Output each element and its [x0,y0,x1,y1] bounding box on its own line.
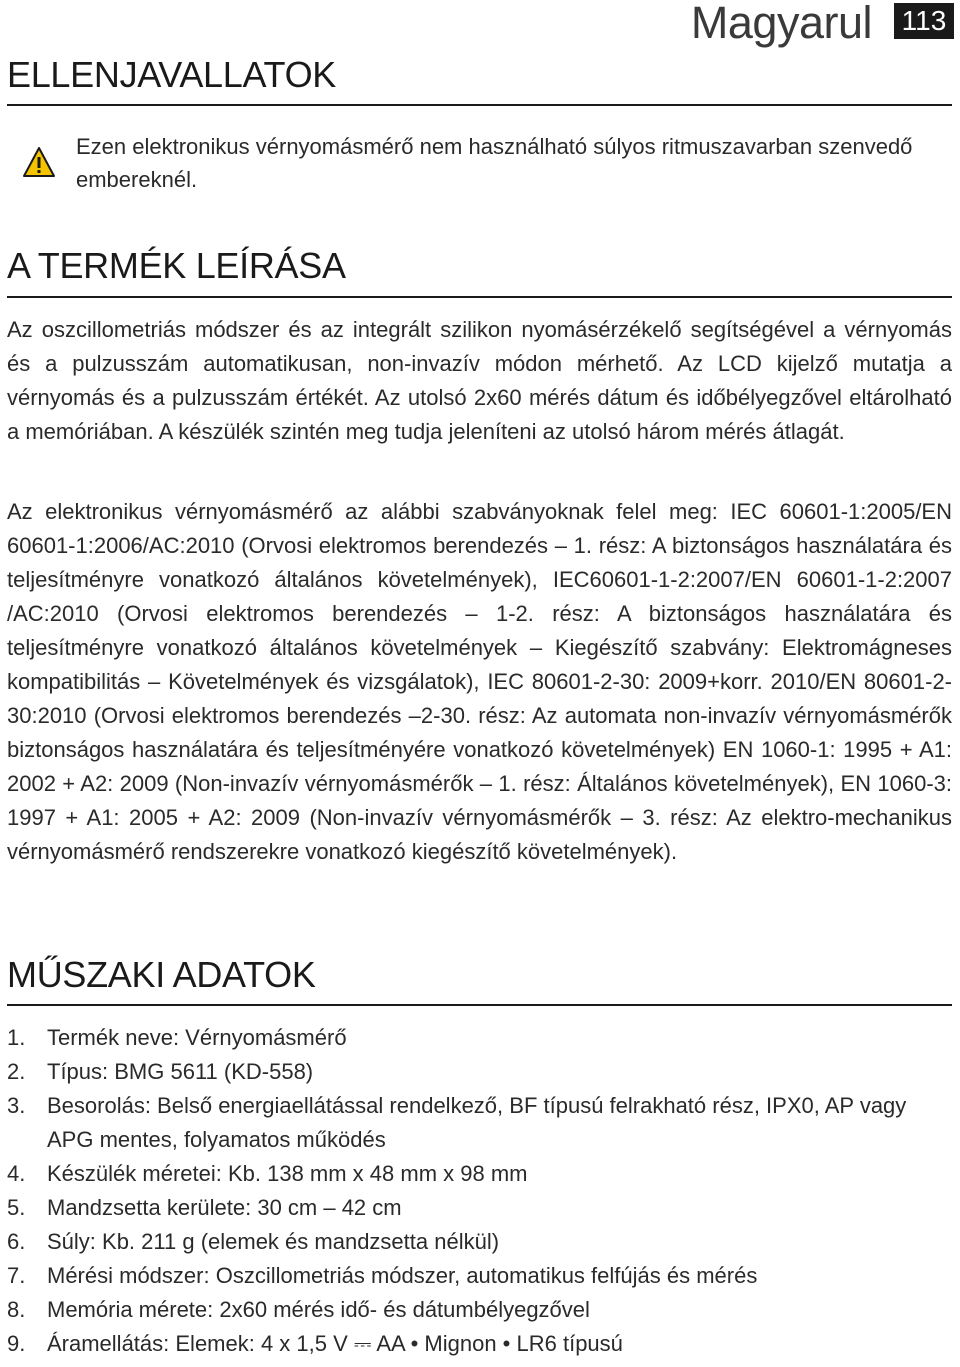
specs-rule [7,1004,952,1006]
list-item: 3. Besorolás: Belső energiaellátással rendelkező, BF típusú felrakható rész, IPX0, AP vagy APG mentes, folyamatos működés [7,1093,907,1152]
list-item: 9. Áramellátás: Elemek: 4 x 1,5 V ⎓ AA • Mignon • LR6 típusú [7,1331,623,1356]
list-item: 8. Memória mérete: 2x60 mérés idő- és dátumbélyegzővel [7,1297,590,1322]
warning-text: Ezen elektronikus vérnyomásmérő nem használható súlyos ritmuszavarban szenvedő embereknél. [76,134,913,192]
list-item: 5. Mandzsetta kerülete: 30 cm – 42 cm [7,1195,402,1220]
description-paragraph-2: Az elektronikus vérnyomásmérő az alábbi szabványoknak felel meg: IEC 60601-1:2005/EN 60601-1:2006/AC:2010 (Orvosi elektromos berendezés – 1. rész: A biztonságos használatára és teljesítményre vonatkozó általános követelmények), IEC60601-1-2:2007/EN 60601-1-2:2007 /AC:2010 (Orvosi elektromos berendezés – 1-2. rész: A biztonságos használatára és teljesítményre vonatkozó általános követelmények – Kiegészítő szabvány: Elektromágneses kompatibilitás – Követelmények és vizsgálatok), IEC 80601-2-30: 2009+korr. 2010/EN 80601-2-30:2010 (Orvosi elektromos berendezés –2-30. rész: Az automata non-invazív vérnyomásmérők biztonságos használatára és teljesítményére vonatkozó követelmények) EN 1060-1: 1995 + A1: 2002 + A2: 2009 (Non-invazív vérnyomásmérők – 1. rész: Általános követelmények), EN 1060-3: 1997 + A1: 2005 + A2: 2009 (Non-invazív vérnyomásmérők – 3. rész: Az elektro-mechanikus vérnyomásmérő rendszerekre vonatkozó kiegészítő követelmények). [7,499,952,864]
contraindications-rule [7,104,952,106]
warning-triangle-icon [22,146,56,180]
list-item: 2. Típus: BMG 5611 (KD-558) [7,1059,314,1084]
page-header [691,0,954,46]
list-item: 6. Súly: Kb. 211 g (elemek és mandzsetta nélkül) [7,1229,500,1254]
specs-title: MŰSZAKI ADATOK [7,954,316,995]
description-rule [7,296,952,298]
specs-list [7,1021,952,1361]
list-item: 4. Készülék méretei: Kb. 138 mm x 48 mm x 98 mm [7,1161,528,1186]
contraindications-title: ELLENJAVALLATOK [7,54,336,95]
description-paragraph-1: Az oszcillometriás módszer és az integrált szilikon nyomásérzékelő segítségével a vérnyomás és a pulzusszám automatikusan, non-invazív módon mérhető. Az LCD kijelző mutatja a vérnyomás és a pulzusszám értékét. Az utolsó 2x60 mérés dátum és időbélyegzővel eltárolható a memóriában. A készülék szintén meg tudja jeleníteni az utolsó három mérés átlagát. [7,317,952,444]
list-item: 1. Termék neve: Vérnyomásmérő [7,1025,347,1050]
description-title: A TERMÉK LEÍRÁSA [7,245,346,286]
list-item: 7. Mérési módszer: Oszcillometriás módszer, automatikus felfújás és mérés [7,1263,758,1288]
language-label: Magyarul [690,0,872,48]
page-number: 113 [894,3,954,39]
